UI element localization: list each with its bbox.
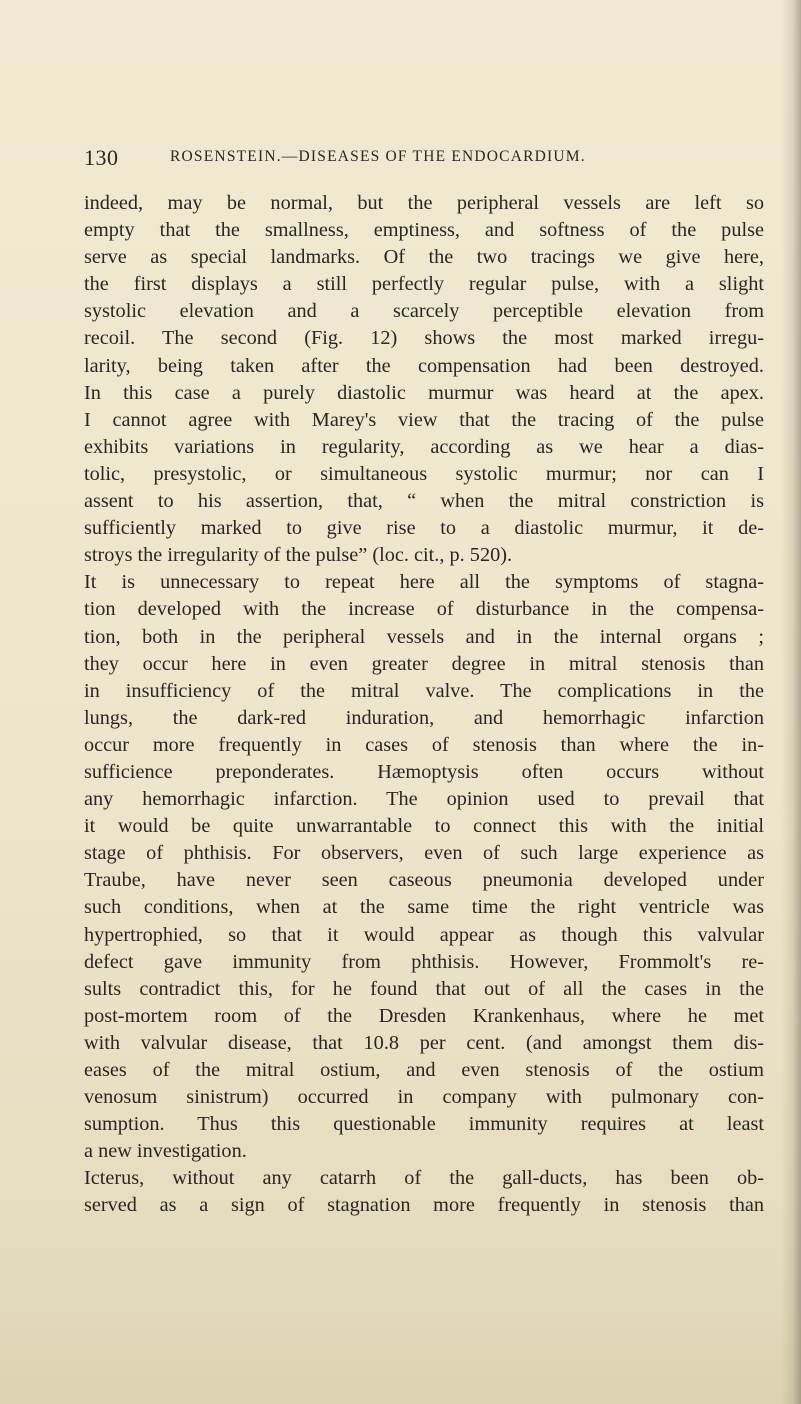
- text-line: it would be quite unwarrantable to connect this with the initial: [84, 815, 764, 838]
- text-line: served as a sign of stagnation more frequently in stenosis than: [84, 1194, 764, 1217]
- text-line: lungs, the dark-red induration, and hemorrhagic infarction: [84, 706, 764, 729]
- text-line: indeed, may be normal, but the peripheral vessels are left so: [84, 192, 764, 214]
- page-edge-shadow: [781, 0, 801, 1404]
- page-number: 130: [84, 145, 119, 170]
- text-line: in insufficiency of the mitral valve. The complications in the: [84, 679, 764, 702]
- text-line: such conditions, when at the same time the right ventricle was: [84, 896, 764, 919]
- text-line: eases of the mitral ostium, and even stenosis of the ostium: [84, 1059, 764, 1081]
- text-line: the first displays a still perfectly regular pulse, with a slight: [84, 273, 764, 296]
- text-line: larity, being taken after the compensation had been destroyed.: [84, 354, 764, 377]
- running-head: [84, 145, 724, 173]
- text-line: stage of phthisis. For observers, even of such large experience as: [84, 842, 764, 865]
- text-line: sumption. Thus this questionable immunity requires at least: [84, 1113, 764, 1136]
- text-line: sults contradict this, for he found that out of all the cases in the: [84, 977, 764, 1000]
- text-line: tion, both in the peripheral vessels and in the internal organs ;: [84, 625, 764, 648]
- running-title: ROSENSTEIN.—DISEASES OF THE ENDOCARDIUM.: [170, 148, 586, 165]
- text-line: In this case a purely diastolic murmur was heard at the apex.: [84, 381, 764, 404]
- body-text: [84, 190, 764, 1220]
- text-line: sufficience preponderates. Hæmoptysis often occurs without: [84, 760, 764, 783]
- text-line: venosum sinistrum) occurred in company with pulmonary con-: [84, 1086, 764, 1109]
- text-line: tolic, presystolic, or simultaneous systolic murmur; nor can I: [84, 462, 764, 485]
- text-line: empty that the smallness, emptiness, and softness of the pulse: [84, 219, 764, 242]
- text-line: tion developed with the increase of disturbance in the compensa-: [84, 598, 764, 621]
- text-line: with valvular disease, that 10.8 per cent. (and amongst them dis-: [84, 1031, 764, 1054]
- text-line: I cannot agree with Marey's view that the tracing of the pulse: [84, 408, 764, 431]
- text-line: Traube, have never seen caseous pneumonia developed under: [84, 869, 764, 892]
- text-line: It is unnecessary to repeat here all the symptoms of stagna-: [84, 571, 764, 594]
- text-line: sufficiently marked to give rise to a diastolic murmur, it de-: [84, 517, 764, 540]
- text-line: systolic elevation and a scarcely perceptible elevation from: [84, 300, 764, 323]
- text-line: stroys the irregularity of the pulse” (loc. cit., p. 520).: [84, 544, 513, 567]
- text-line: any hemorrhagic infarction. The opinion used to prevail that: [84, 788, 764, 811]
- text-line: assent to his assertion, that, “ when the mitral constriction is: [84, 490, 764, 513]
- text-line: a new investigation.: [84, 1140, 247, 1163]
- text-line: exhibits variations in regularity, according as we hear a dias-: [84, 435, 764, 458]
- text-line: occur more frequently in cases of stenosis than where the in-: [84, 733, 764, 756]
- text-line: serve as special landmarks. Of the two tracings we give here,: [84, 246, 764, 269]
- text-line: they occur here in even greater degree in mitral stenosis than: [84, 652, 764, 675]
- text-line: defect gave immunity from phthisis. However, Frommolt's re-: [84, 950, 764, 973]
- text-line: post-mortem room of the Dresden Krankenhaus, where he met: [84, 1004, 764, 1027]
- text-line: hypertrophied, so that it would appear as though this valvular: [84, 923, 764, 946]
- text-line: Icterus, without any catarrh of the gall-ducts, has been ob-: [84, 1167, 764, 1190]
- text-line: recoil. The second (Fig. 12) shows the most marked irregu-: [84, 327, 764, 350]
